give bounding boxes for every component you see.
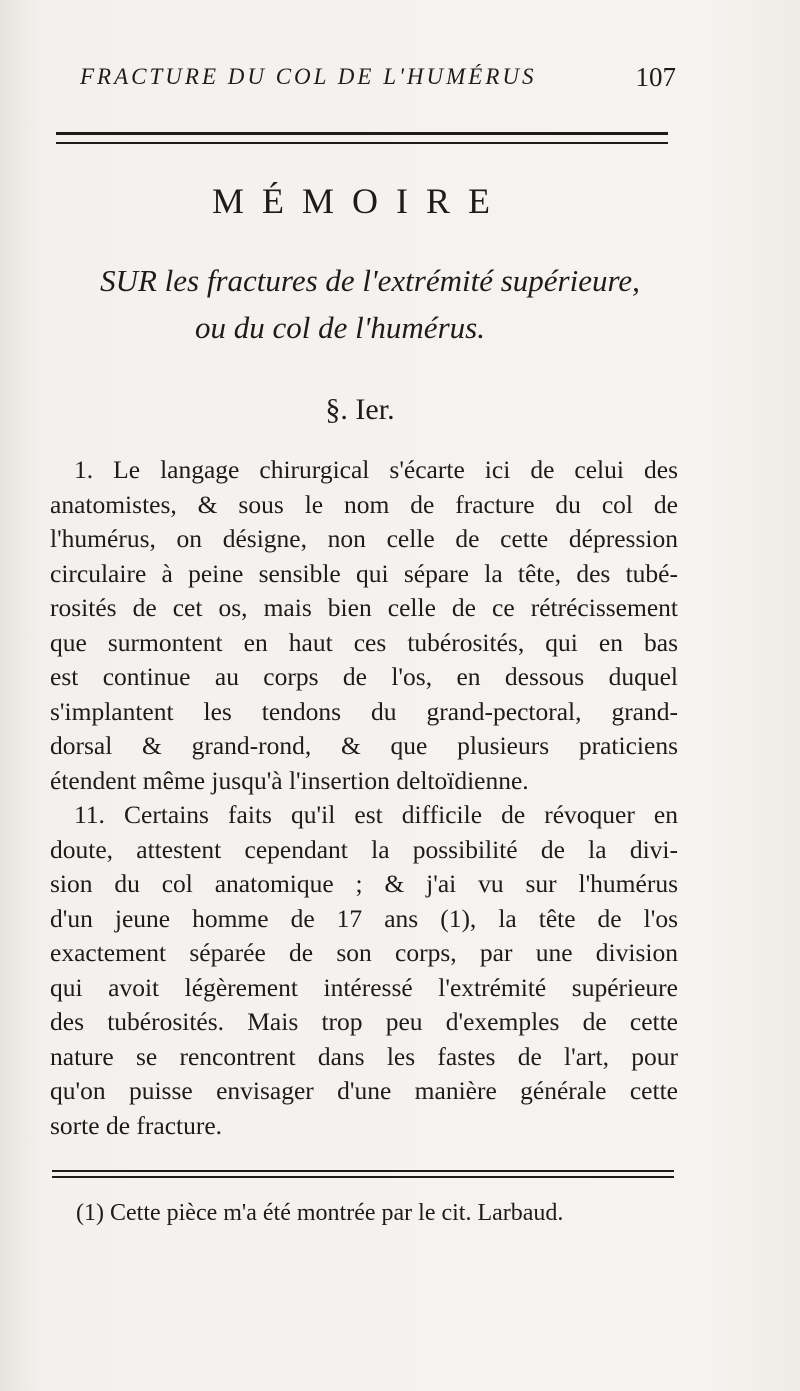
- paragraph-1-line: l'humérus, on désigne, non celle de cette dépression: [50, 524, 678, 553]
- footnote-rule: [52, 1170, 674, 1178]
- paragraph-1-line: s'implantent les tendons du grand-pectoral, grand-: [50, 696, 678, 726]
- paragraph-1-line: étendent même jusqu'à l'insertion deltoïdienne.: [50, 765, 529, 795]
- paragraph-2-line: qui avoit légèrement intéressé l'extrémité supérieure: [50, 972, 678, 1002]
- footnote: (1) Cette pièce m'a été montrée par le cit. Larbaud.: [76, 1200, 564, 1226]
- paragraph-2-line: d'un jeune homme de 17 ans (1), la tête de l'os: [50, 903, 678, 933]
- title-line-1: SUR les fractures de l'extrémité supérieure,: [100, 263, 640, 298]
- title-line-2: ou du col de l'humérus.: [195, 310, 485, 345]
- paragraph-1-line: dorsal & grand-rond, & que plusieurs praticiens: [50, 731, 678, 760]
- header-rule: [56, 132, 668, 144]
- running-head: [80, 64, 680, 98]
- running-title: FRACTURE DU COL DE L'HUMÉRUS: [80, 64, 537, 89]
- paragraph-2-line: qu'on puisse envisager d'une manière générale cette: [50, 1076, 678, 1105]
- paragraph-1-line: 1. Le langage chirurgical s'écarte ici de celui des: [74, 455, 678, 484]
- paragraph-1-line: rosités de cet os, mais bien celle de ce rétrécissement: [50, 593, 678, 622]
- memoire-heading: MÉMOIRE: [212, 181, 508, 221]
- page-number: 107: [635, 62, 676, 92]
- paragraph-2-line: des tubérosités. Mais trop peu d'exemples de cette: [50, 1007, 678, 1036]
- paragraph-1-line: anatomistes, & sous le nom de fracture du col de: [50, 489, 678, 519]
- paragraph-2-line: sion du col anatomique ; & j'ai vu sur l'humérus: [50, 869, 678, 898]
- paragraph-2-line: sorte de fracture.: [50, 1110, 223, 1140]
- paragraph-2-line: doute, attestent cependant la possibilité de la divi-: [50, 834, 678, 864]
- paragraph-1-line: est continue au corps de l'os, en dessous duquel: [50, 662, 678, 691]
- paragraph-2-line: exactement séparée de son corps, par une division: [50, 938, 678, 967]
- paragraph-2-line: 11. Certains faits qu'il est difficile de révoquer en: [74, 800, 678, 829]
- body-text: [50, 453, 678, 1143]
- section-mark: §. Ier.: [325, 393, 395, 426]
- paragraph-1-line: que surmontent en haut ces tubérosités, qui en bas: [50, 627, 678, 657]
- paragraph-1-line: circulaire à peine sensible qui sépare la tête, des tubé-: [50, 558, 678, 588]
- paragraph-2-line: nature se rencontrent dans les fastes de l'art, pour: [50, 1041, 678, 1071]
